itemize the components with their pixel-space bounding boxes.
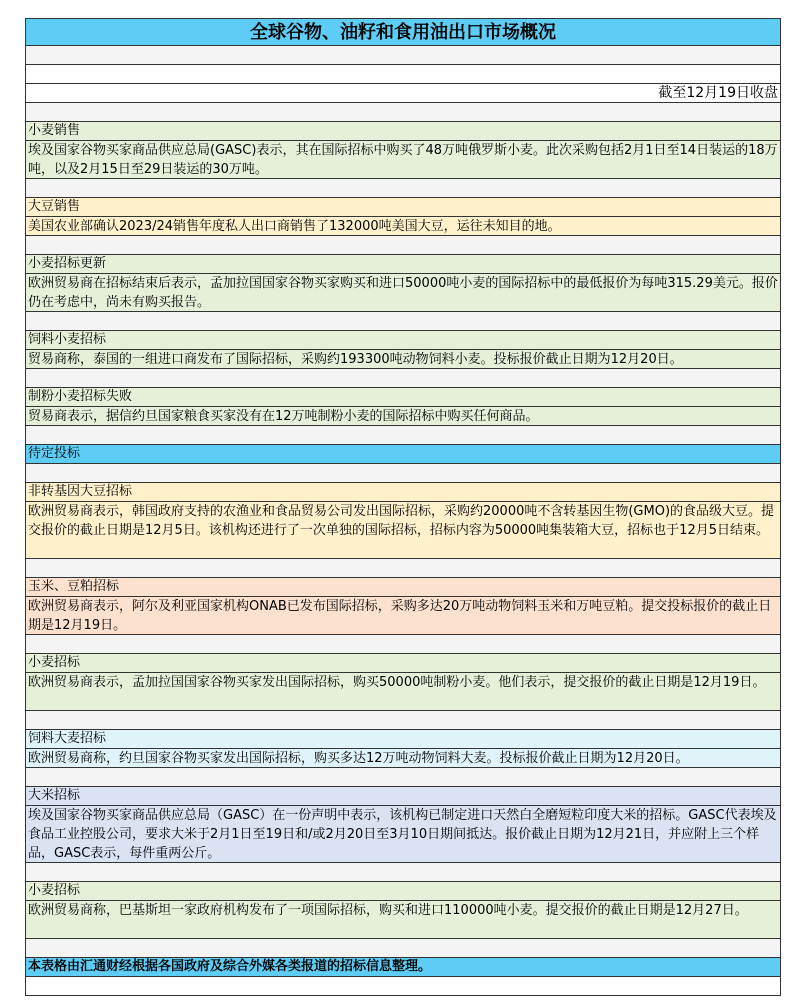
footer-note: 本表格由汇通财经根据各国政府及综合外媒各类报道的招标信息整理。 (25, 958, 781, 977)
blank-row (25, 426, 781, 445)
section-body: 欧洲贸易商表示，孟加拉国国家谷物买家发出国际招标，购买50000吨制粉小麦。他们表示，提交报价的截止日期是12月19日。 (25, 673, 781, 711)
blank-row (25, 768, 781, 787)
blank-row (25, 559, 781, 578)
section-heading: 小麦招标 (25, 654, 781, 673)
section-heading: 饲料小麦招标 (25, 331, 781, 350)
date-note: 截至12月19日收盘 (25, 84, 781, 103)
section-heading: 玉米、豆粕招标 (25, 578, 781, 597)
section-body: 欧洲贸易商称，巴基斯坦一家政府机构发布了一项国际招标，购买和进口110000吨小麦。提交报价的截止日期是12月27日。 (25, 901, 781, 939)
pending-header: 待定投标 (25, 445, 781, 464)
section-body: 欧洲贸易商表示，阿尔及利亚国家机构ONAB已发布国际招标，采购多达20万吨动物饲料玉米和万吨豆粕。提交投标报价的截止日期是12月19日。 (25, 597, 781, 635)
blank-row (25, 179, 781, 198)
section-body: 美国农业部确认2023/24销售年度私人出口商销售了132000吨美国大豆，运往未知目的地。 (25, 217, 781, 236)
blank-row (25, 711, 781, 730)
section-body: 贸易商表示，据信约旦国家粮食买家没有在12万吨制粉小麦的国际招标中购买任何商品。 (25, 407, 781, 426)
sheet-title: 全球谷物、油籽和食用油出口市场概况 (25, 18, 781, 46)
section-body: 欧洲贸易商称，约旦国家谷物买家发出国际招标，购买多达12万吨动物饲料大麦。投标报价截止日期为12月20日。 (25, 749, 781, 768)
blank-row (25, 103, 781, 122)
section-heading: 小麦销售 (25, 122, 781, 141)
section-body: 贸易商称，泰国的一组进口商发布了国际招标，采购约193300吨动物饲料小麦。投标报价截止日期为12月20日。 (25, 350, 781, 369)
section-body: 埃及国家谷物买家商品供应总局（GASC）在一份声明中表示，该机构已制定进口天然白全磨短粒印度大米的招标。GASC代表埃及食品工业控股公司，要求大米于2月1日至19日和/或2月20日至3月10日期间抵达。报价截止日期为12月21日，并应附上三个样品，GASC表示，每件重两公斤。 (25, 806, 781, 863)
section-heading: 饲料大麦招标 (25, 730, 781, 749)
blank-row (25, 939, 781, 958)
section-body: 埃及国家谷物买家商品供应总局(GASC)表示，其在国际招标中购买了48万吨俄罗斯小麦。此次采购包括2月1日至14日装运的18万吨，以及2月15日至29日装运的30万吨。 (25, 141, 781, 179)
blank-row (25, 65, 781, 84)
section-heading: 小麦招标 (25, 882, 781, 901)
blank-row (25, 863, 781, 882)
blank-row (25, 464, 781, 483)
blank-row (25, 312, 781, 331)
section-heading: 大米招标 (25, 787, 781, 806)
blank-row (25, 635, 781, 654)
section-body: 欧洲贸易商在招标结束后表示，孟加拉国国家谷物买家购买和进口50000吨小麦的国际招标中的最低报价为每吨315.29美元。报价仍在考虑中，尚未有购买报告。 (25, 274, 781, 312)
blank-row (25, 236, 781, 255)
section-heading: 非转基因大豆招标 (25, 483, 781, 502)
blank-row (25, 46, 781, 65)
spreadsheet (25, 18, 781, 996)
section-heading: 制粉小麦招标失败 (25, 388, 781, 407)
blank-row (25, 977, 781, 996)
section-heading: 大豆销售 (25, 198, 781, 217)
blank-row (25, 369, 781, 388)
section-heading: 小麦招标更新 (25, 255, 781, 274)
section-body: 欧洲贸易商表示，韩国政府支持的农渔业和食品贸易公司发出国际招标，采购约20000吨不含转基因生物(GMO)的食品级大豆。提交报价的截止日期是12月5日。该机构还进行了一次单独的国际招标，招标内容为50000吨集装箱大豆，招标也于12月5日结束。 (25, 502, 781, 559)
